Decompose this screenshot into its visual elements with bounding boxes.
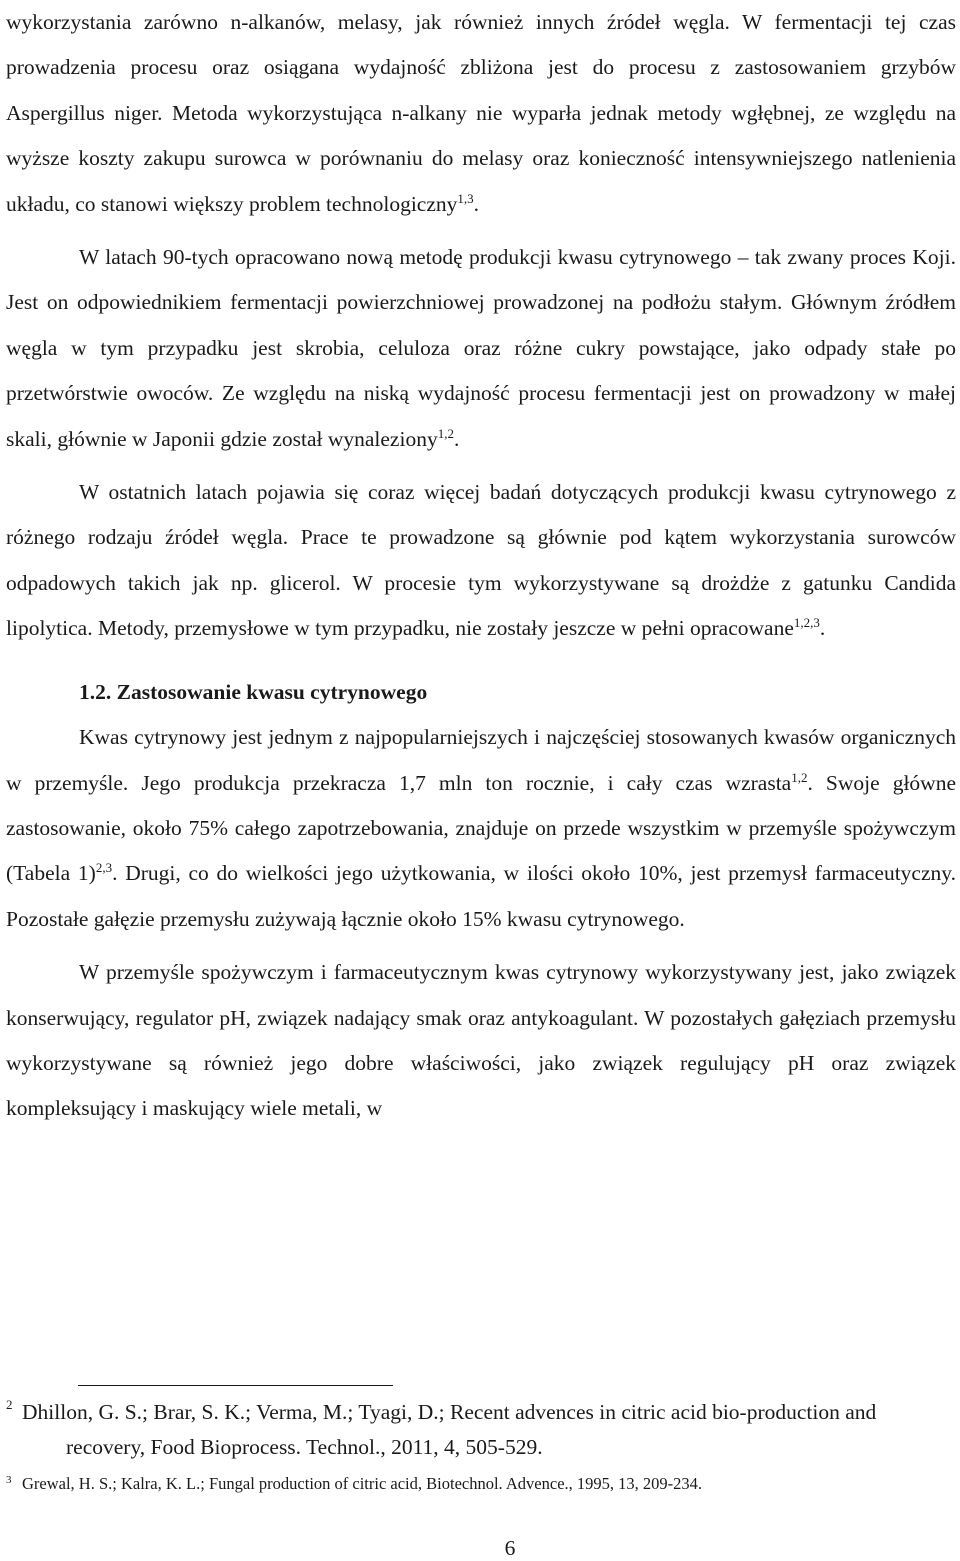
- footnotes: [6, 1395, 956, 1495]
- paragraph-2-end: .: [453, 426, 460, 451]
- footnote-2: [6, 1395, 956, 1465]
- paragraph-5: [6, 950, 956, 1132]
- page-number: 6: [504, 1536, 516, 1560]
- document-page: [6, 0, 956, 1132]
- reference-marker: 1,3: [457, 190, 474, 206]
- paragraph-1-end: .: [473, 191, 480, 216]
- paragraph-4-text-b: . Swoje główne zastosowanie, około 75% całego zapotrzebowania, znajduje on przede wszystkim w przemyśle spożywczym (Tabela 1): [6, 770, 956, 886]
- reference-marker: 1,2,3: [793, 615, 820, 631]
- paragraph-1: [6, 0, 956, 227]
- reference-marker: 2,3: [95, 860, 113, 876]
- paragraph-4-text-c: . Drugi, co do wielkości jego użytkowania, w ilości około 10%, jest przemysł farmaceutyczny. Pozostałe gałęzie przemysłu zużywają łącznie około 15% kwasu cytrynowego.: [6, 861, 956, 931]
- reference-marker: 1,2: [791, 769, 808, 785]
- paragraph-2-text: W latach 90-tych opracowano nową metodę produkcji kwasu cytrynowego – tak zwany proces Koji. Jest on odpowiednikiem fermentacji powierzchniowej prowadzonej na podłożu stałym. Głównym źródłem węgla w tym przypadku jest skrobia, celuloza oraz różne cukry powstające, jako odpady stałe po przetwórstwie owoców. Ze względu na niską wydajność procesu fermentacji jest on prowadzony w małej skali, głównie w Japonii gdzie został wynaleziony: [6, 245, 956, 451]
- reference-marker: 1,2: [437, 425, 454, 441]
- footnote-divider: [78, 1385, 393, 1386]
- paragraph-3: [6, 470, 956, 652]
- section-heading: 1.2. Zastosowanie kwasu cytrynowego: [79, 679, 428, 704]
- paragraph-3-end: .: [819, 616, 826, 641]
- footnote-text: Dhillon, G. S.; Brar, S. K.; Verma, M.; Tyagi, D.; Recent advences in citric acid bio-production and recovery, Food Bioprocess. Technol., 2011, 4, 505-529.: [22, 1400, 877, 1459]
- paragraph-1-text: wykorzystania zarówno n-alkanów, melasy, jak również innych źródeł węgla. W fermentacji tej czas prowadzenia procesu oraz osiągana wydajność zbliżona jest do procesu z zastosowaniem grzybów Aspergillus niger. Metoda wykorzystująca n-alkany nie wyparła jednak metody wgłębnej, ze względu na wyższe koszty zakupu surowca w porównaniu do melasy oraz konieczność intensywniejszego natlenienia układu, co stanowi większy problem technologiczny: [6, 10, 956, 216]
- footnote-number: 3: [6, 1474, 12, 1486]
- footnote-3: [6, 1473, 956, 1495]
- footnote-number: 2: [6, 1397, 13, 1412]
- footnote-text: Grewal, H. S.; Kalra, K. L.; Fungal production of citric acid, Biotechnol. Advence., 1995, 13, 209-234.: [22, 1474, 703, 1493]
- paragraph-4: [6, 715, 956, 942]
- paragraph-4-text-a: Kwas cytrynowy jest jednym z najpopularniejszych i najczęściej stosowanych kwasów organicznych w przemyśle. Jego produkcja przekracza 1,7 mln ton rocznie, i cały czas wzrasta: [6, 725, 956, 795]
- paragraph-2: [6, 235, 956, 462]
- paragraph-5-text: W przemyśle spożywczym i farmaceutycznym kwas cytrynowy wykorzystywany jest, jako związek konserwujący, regulator pH, związek nadający smak oraz antykoagulant. W pozostałych gałęziach przemysłu wykorzystywane są również jego dobre właściwości, jako związek regulujący pH oraz związek kompleksujący i maskujący wiele metali, w: [6, 960, 956, 1121]
- paragraph-3-text: W ostatnich latach pojawia się coraz więcej badań dotyczących produkcji kwasu cytrynowego z różnego rodzaju źródeł węgla. Prace te prowadzone są głównie pod kątem wykorzystania surowców odpadowych takich jak np. glicerol. W procesie tym wykorzystywane są drożdże z gatunku Candida lipolytica. Metody, przemysłowe w tym przypadku, nie zostały jeszcze w pełni opracowane: [6, 480, 956, 641]
